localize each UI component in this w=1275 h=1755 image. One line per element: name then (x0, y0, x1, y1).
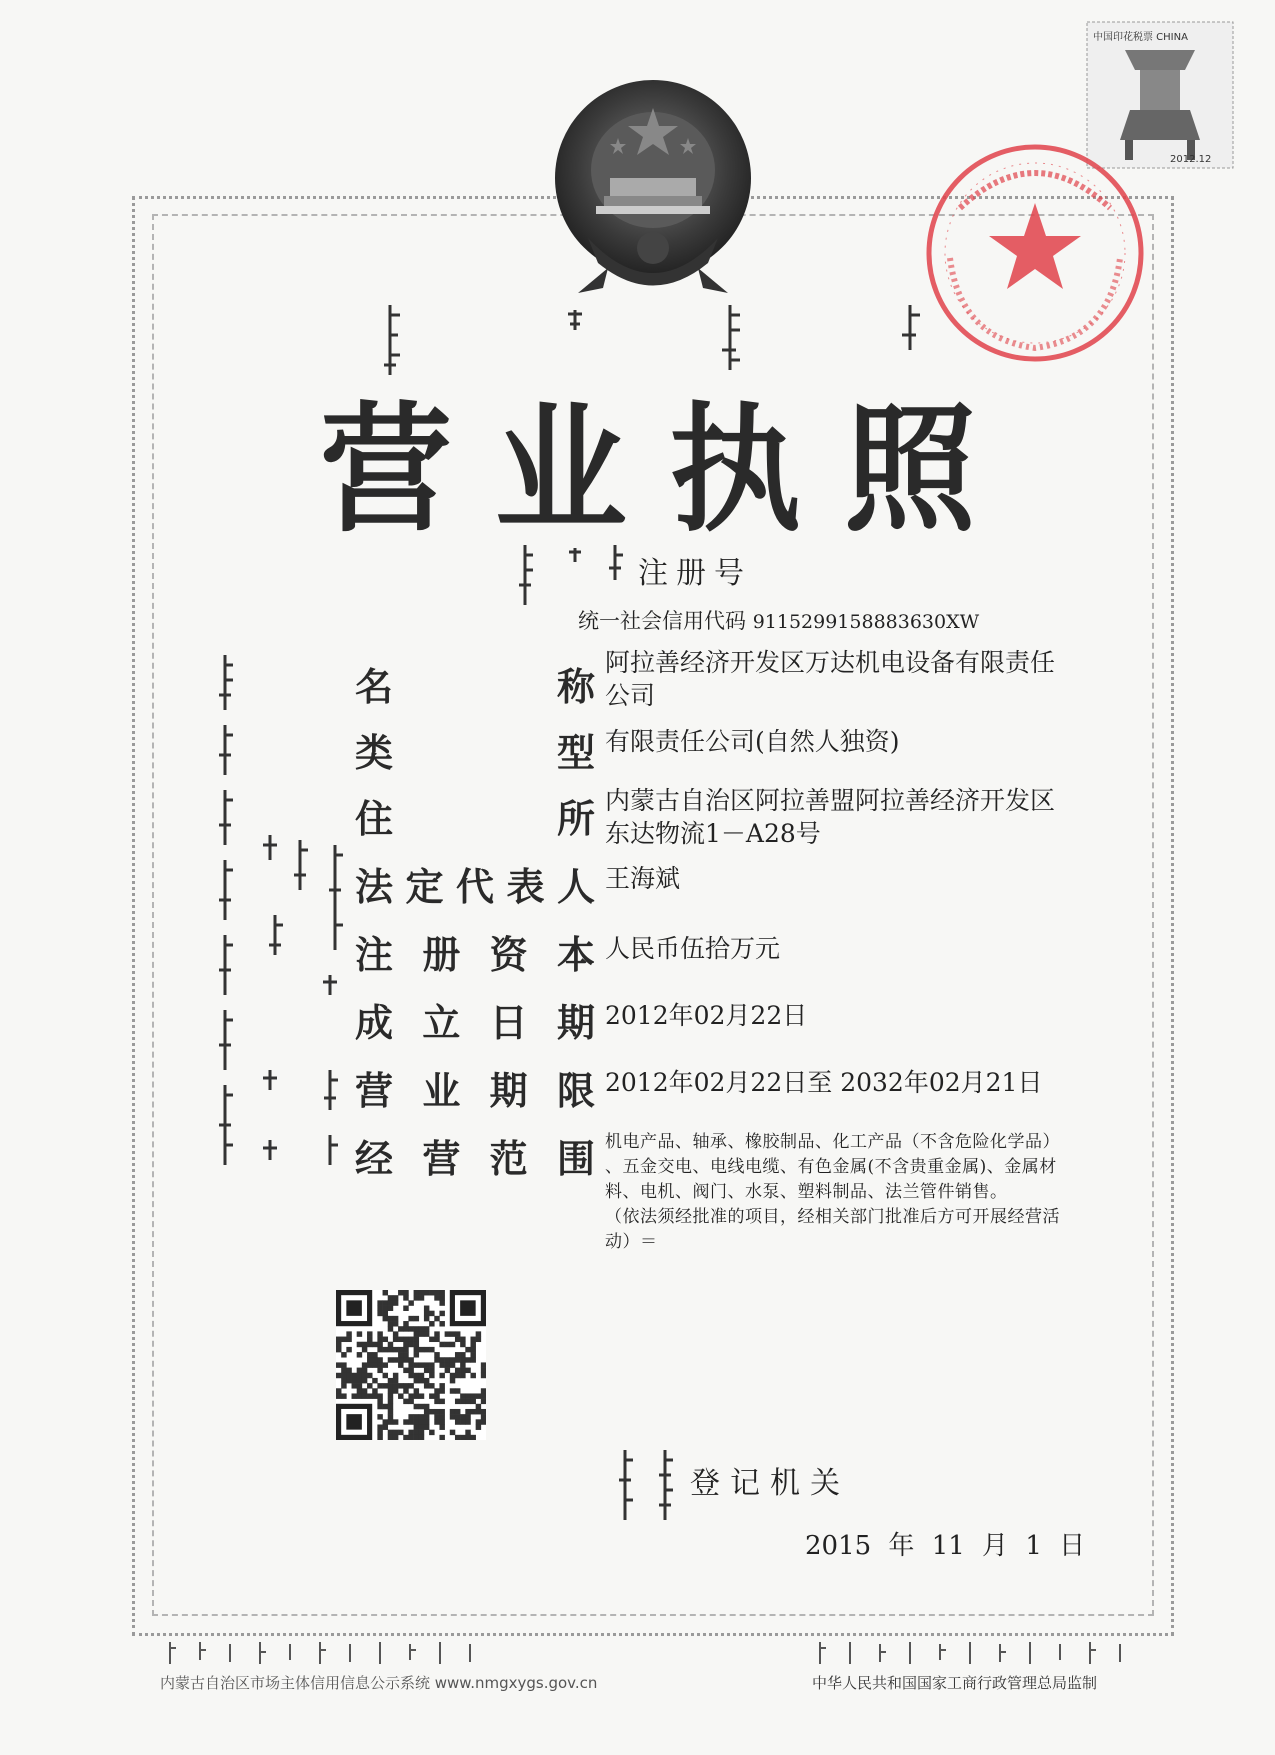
footer-public-system: 内蒙古自治区市场主体信用信息公示系统 www.nmgxygs.gov.cn (160, 1674, 598, 1692)
stamp-text: 中国印花税票 CHINA (1093, 32, 1188, 43)
national-emblem-icon (548, 78, 758, 300)
document-title (320, 385, 980, 551)
field-label-term: 营 业 期 限 (355, 1069, 595, 1113)
field-label-established: 成 立 日 期 (355, 1001, 595, 1045)
title-char: 执 (669, 389, 806, 551)
field-label-scope: 经 营 范 围 (355, 1137, 595, 1181)
issue-month: 11 (931, 1531, 965, 1561)
field-label-name: 名 称 (355, 665, 595, 709)
mongolian-authority-script (610, 1445, 690, 1525)
field-value-established: 2012年02月22日 (605, 1001, 808, 1030)
title-char: 业 (494, 389, 631, 551)
month-unit: 月 (982, 1531, 1009, 1561)
footer-supervision: 中华人民共和国国家工商行政管理总局监制 (812, 1674, 1098, 1692)
day-unit: 日 (1059, 1531, 1086, 1561)
mongolian-field-script (205, 650, 355, 1170)
credit-code-label: 统一社会信用代码 (578, 609, 746, 633)
issue-date (805, 1525, 1094, 1562)
field-value-address: 内蒙古自治区阿拉善盟阿拉善经济开发区 东达物流1－A28号 (605, 786, 1056, 848)
field-value-term: 2012年02月22日至 2032年02月21日 (605, 1068, 1043, 1097)
mongolian-reg-script (515, 540, 635, 610)
field-label-type: 类 型 (355, 731, 595, 775)
year-unit: 年 (888, 1531, 915, 1561)
field-label-capital: 注 册 资 本 (355, 933, 595, 977)
field-value-legal-rep: 王海斌 (605, 864, 681, 893)
title-char: 照 (843, 389, 980, 551)
credit-code-value: 9115299158883630XW (752, 611, 980, 633)
footer-mongolian-left (160, 1640, 500, 1666)
stamp-date: 2012.12 (1170, 154, 1212, 165)
title-char: 营 (320, 389, 456, 551)
registration-number-label: 注册号 (638, 556, 752, 591)
official-seal-icon (920, 138, 1150, 368)
field-value-scope: 机电产品、轴承、橡胶制品、化工产品（不含危险化学品） 、五金交电、电线电缆、有色金属(不含贵重金属)、金属材 料、电机、阀门、水泵、塑料制品、法兰管件销售。 （依法须经批准的项目，经相关部门批准后方可开展经营活 动）＝ (605, 1132, 1060, 1252)
issue-year: 2015 (805, 1531, 872, 1561)
field-value-name: 阿拉善经济开发区万达机电设备有限责任 公司 (605, 648, 1056, 710)
unified-credit-code (578, 605, 979, 635)
field-value-capital: 人民币伍拾万元 (605, 934, 781, 963)
qr-code-icon (336, 1290, 486, 1440)
footer-mongolian-right (810, 1640, 1150, 1666)
registration-authority-label: 登记机关 (690, 1466, 850, 1501)
field-label-address: 住 所 (355, 797, 595, 841)
field-label-legal-rep: 法 定 代 表 人 (355, 865, 595, 909)
field-value-type: 有限责任公司(自然人独资) (605, 727, 900, 756)
issue-day: 1 (1025, 1531, 1042, 1561)
